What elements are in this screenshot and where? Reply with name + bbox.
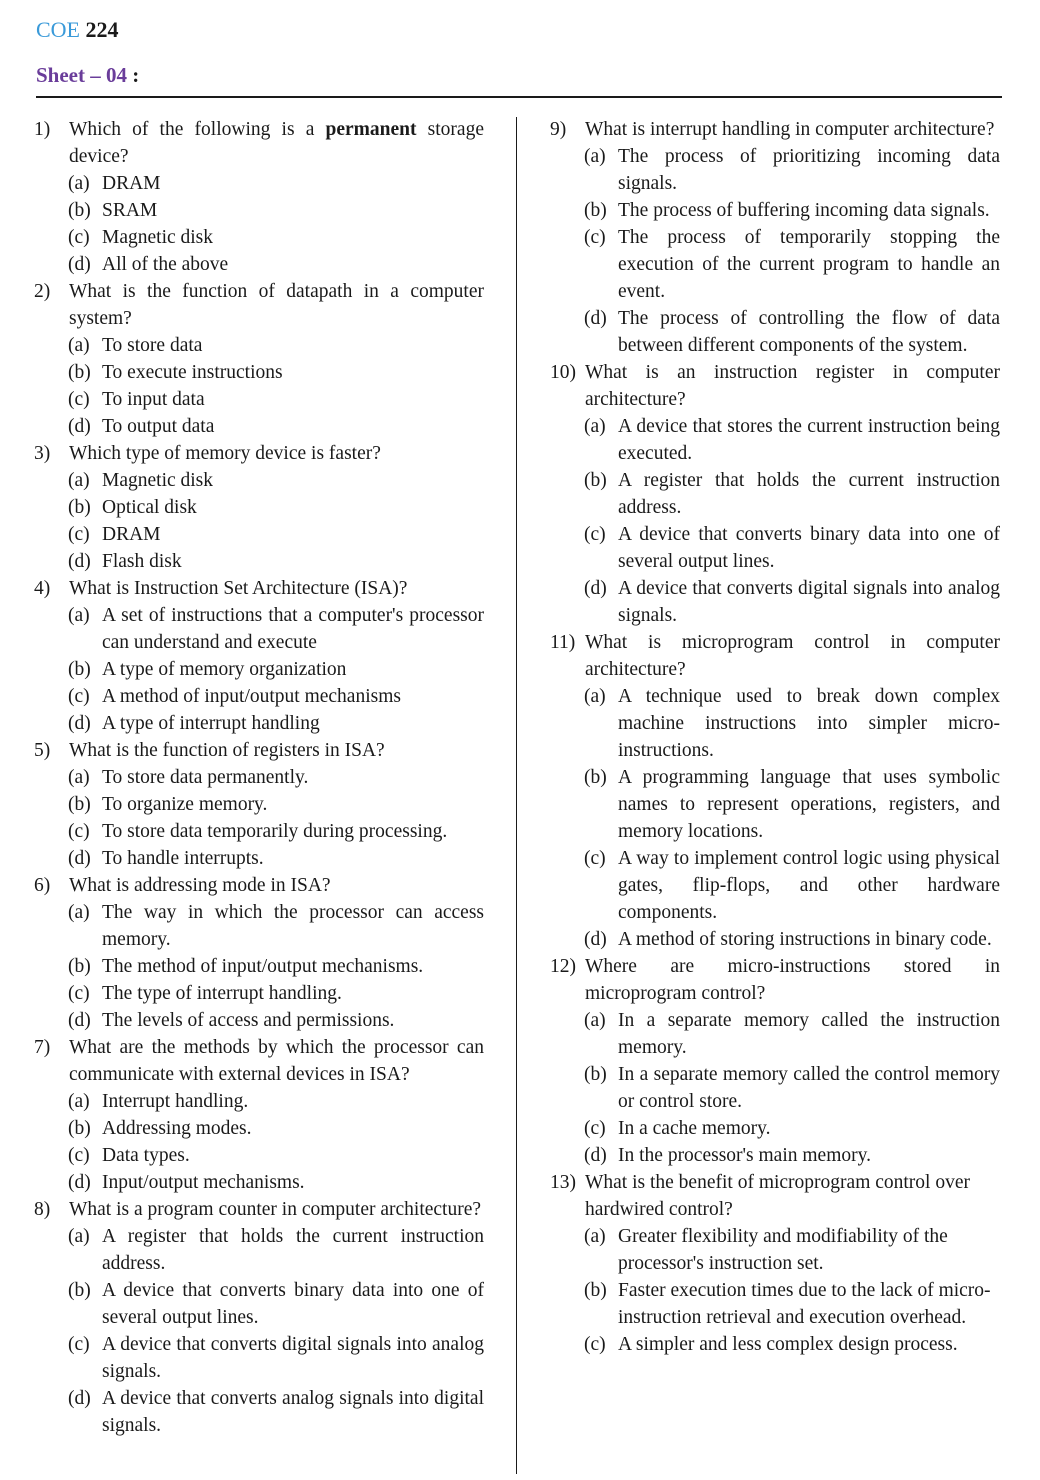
option (550, 1277, 1000, 1331)
option-label: (b) (584, 767, 607, 788)
question-12 (550, 953, 1000, 1007)
option-text: In a cache memory. (618, 1118, 771, 1139)
option-text: A way to implement control logic using physical gates, flip-flops, and other hardware components. (618, 848, 1000, 923)
option (550, 413, 1000, 467)
option-text: A device that converts binary data into one of several output lines. (618, 524, 1000, 572)
option-text: Addressing modes. (102, 1118, 252, 1139)
option-text: Faster execution times due to the lack of micro-instruction retrieval and execution overhead. (618, 1280, 991, 1328)
option-text: Data types. (102, 1145, 190, 1166)
option-label: (b) (68, 659, 91, 680)
option-text: To store data temporarily during processing. (102, 821, 448, 842)
option-text: A device that stores the current instruction being executed. (618, 416, 1000, 464)
option-text: A device that converts binary data into one of several output lines. (102, 1280, 484, 1328)
option-label: (c) (68, 821, 90, 842)
option (34, 332, 484, 359)
option-label: (c) (68, 1334, 90, 1355)
option-label: (b) (68, 794, 91, 815)
question-7 (34, 1034, 484, 1088)
option (34, 1007, 484, 1034)
option (550, 467, 1000, 521)
question-1 (34, 116, 484, 170)
option (34, 845, 484, 872)
option-label: (a) (68, 605, 90, 626)
option-text: Greater flexibility and modifiability of the processor's instruction set. (618, 1226, 948, 1274)
option (550, 1115, 1000, 1142)
question-10 (550, 359, 1000, 413)
question-text: What is the benefit of microprogram control over hardwired control? (585, 1172, 970, 1220)
option-label: (a) (68, 767, 90, 788)
option-label: (a) (584, 416, 606, 437)
question-text: What is microprogram control in computer architecture? (585, 632, 1000, 680)
option (550, 1061, 1000, 1115)
option (550, 521, 1000, 575)
option-label: (a) (68, 1226, 90, 1247)
option-text: To organize memory. (102, 794, 268, 815)
option-label: (c) (68, 686, 90, 707)
option (550, 1007, 1000, 1061)
option-label: (a) (68, 335, 90, 356)
option-text: All of the above (102, 254, 229, 275)
option-label: (b) (68, 200, 91, 221)
option-text: Magnetic disk (102, 227, 214, 248)
option-label: (c) (584, 524, 606, 545)
question-4 (34, 575, 484, 602)
sheet-colon: : (127, 63, 140, 87)
option-text: To store data permanently. (102, 767, 309, 788)
option (550, 926, 1000, 953)
option-text: To output data (102, 416, 215, 437)
option-text: The process of controlling the flow of data between different components of the system. (618, 308, 1000, 356)
option (34, 818, 484, 845)
option (34, 386, 484, 413)
question-number: 3) (34, 443, 51, 464)
option-label: (d) (68, 1172, 91, 1193)
option (550, 1331, 1000, 1358)
option-text: A technique used to break down complex machine instructions into simpler micro-instructions. (618, 686, 1000, 761)
option (34, 170, 484, 197)
option-label: (d) (68, 1388, 91, 1409)
option-label: (c) (68, 389, 90, 410)
option (34, 656, 484, 683)
question-number: 10) (550, 362, 576, 383)
header-divider (36, 96, 1002, 98)
option-label: (d) (68, 848, 91, 869)
option (34, 467, 484, 494)
question-text: What is Instruction Set Architecture (ISA)? (69, 578, 408, 599)
question-number: 1) (34, 119, 51, 140)
course-title (36, 14, 1002, 46)
option-text: The process of buffering incoming data signals. (618, 200, 990, 221)
question-text: What is interrupt handling in computer architecture? (585, 119, 995, 140)
question-text-part: storage device? (69, 119, 484, 167)
question-2 (34, 278, 484, 332)
option (550, 683, 1000, 764)
option-label: (d) (68, 551, 91, 572)
option-label: (c) (68, 983, 90, 1004)
option-label: (b) (68, 1118, 91, 1139)
option (34, 980, 484, 1007)
option-label: (d) (584, 1145, 607, 1166)
course-number: 224 (85, 17, 119, 42)
option (34, 1277, 484, 1331)
option (34, 251, 484, 278)
option (34, 494, 484, 521)
option (34, 1115, 484, 1142)
option-label: (c) (584, 227, 606, 248)
option-text: Flash disk (102, 551, 182, 572)
option-text: A device that converts digital signals into analog signals. (618, 578, 1000, 626)
option (34, 1088, 484, 1115)
option-text: A simpler and less complex design process. (618, 1334, 958, 1355)
option (34, 764, 484, 791)
option (550, 197, 1000, 224)
option-text: The process of temporarily stopping the execution of the current program to handle an event. (618, 227, 1000, 302)
option-label: (c) (68, 227, 90, 248)
option (34, 197, 484, 224)
question-number: 8) (34, 1199, 51, 1220)
option-label: (b) (68, 1280, 91, 1301)
question-number: 11) (550, 632, 576, 653)
option-label: (c) (584, 848, 606, 869)
option-text: A type of interrupt handling (102, 713, 320, 734)
question-text: What is addressing mode in ISA? (69, 875, 331, 896)
option (34, 899, 484, 953)
option-label: (b) (584, 200, 607, 221)
option (34, 1169, 484, 1196)
option (34, 359, 484, 386)
option-text: A device that converts digital signals into analog signals. (102, 1334, 484, 1382)
option-text: The levels of access and permissions. (102, 1010, 395, 1031)
left-column (34, 116, 484, 1439)
question-number: 4) (34, 578, 51, 599)
option-label: (a) (584, 1226, 606, 1247)
option-text: A set of instructions that a computer's processor can understand and execute (102, 605, 484, 653)
option-label: (c) (584, 1118, 606, 1139)
option-text: Optical disk (102, 497, 197, 518)
question-number: 5) (34, 740, 51, 761)
option-label: (d) (68, 713, 91, 734)
option (34, 224, 484, 251)
option (34, 521, 484, 548)
column-divider (516, 117, 517, 1474)
option (34, 602, 484, 656)
question-11 (550, 629, 1000, 683)
option-label: (b) (68, 497, 91, 518)
question-text: What is an instruction register in computer architecture? (585, 362, 1000, 410)
option-label: (c) (584, 1334, 606, 1355)
option (34, 548, 484, 575)
sheet-title (36, 60, 1002, 90)
option (34, 1385, 484, 1439)
question-3 (34, 440, 484, 467)
question-9 (550, 116, 1000, 143)
option (550, 764, 1000, 845)
option-label: (a) (584, 686, 606, 707)
option-text: DRAM (102, 173, 161, 194)
option-label: (c) (68, 524, 90, 545)
option-text: To store data (102, 335, 203, 356)
option-text: A method of input/output mechanisms (102, 686, 401, 707)
page-header (36, 14, 1002, 98)
option-text: A device that converts analog signals into digital signals. (102, 1388, 484, 1436)
question-text: What is the function of registers in ISA? (69, 740, 385, 761)
question-text: What are the methods by which the processor can communicate with external devices in ISA? (69, 1037, 484, 1085)
option-label: (b) (584, 470, 607, 491)
option-label: (d) (584, 929, 607, 950)
option (550, 143, 1000, 197)
option-text: A type of memory organization (102, 659, 347, 680)
option-text: In the processor's main memory. (618, 1145, 871, 1166)
question-number: 9) (550, 119, 567, 140)
option-text: To execute instructions (102, 362, 283, 383)
option-label: (a) (584, 1010, 606, 1031)
option (550, 845, 1000, 926)
option (34, 953, 484, 980)
option (34, 1223, 484, 1277)
question-6 (34, 872, 484, 899)
question-number: 2) (34, 281, 51, 302)
option (34, 413, 484, 440)
option (34, 683, 484, 710)
option-label: (a) (68, 1091, 90, 1112)
option-text: To handle interrupts. (102, 848, 264, 869)
option (34, 710, 484, 737)
option (34, 1142, 484, 1169)
option-label: (d) (584, 578, 607, 599)
question-5 (34, 737, 484, 764)
option-label: (a) (68, 173, 90, 194)
question-8 (34, 1196, 484, 1223)
option-text: Magnetic disk (102, 470, 214, 491)
question-bold-word: permanent (325, 119, 417, 140)
option-text: A method of storing instructions in binary code. (618, 929, 992, 950)
option (34, 791, 484, 818)
option-label: (d) (584, 308, 607, 329)
option-text: A programming language that uses symbolic names to represent operations, registers, and memory locations. (618, 767, 1000, 842)
question-number: 7) (34, 1037, 51, 1058)
option-text: DRAM (102, 524, 161, 545)
option-text: A register that holds the current instruction address. (102, 1226, 484, 1274)
question-text (69, 116, 484, 170)
option-text: SRAM (102, 200, 158, 221)
right-column (550, 116, 1000, 1358)
option-text: A register that holds the current instruction address. (618, 470, 1000, 518)
option (550, 1142, 1000, 1169)
option-label: (b) (68, 956, 91, 977)
option-label: (b) (584, 1064, 607, 1085)
question-text: What is the function of datapath in a computer system? (69, 281, 484, 329)
option (550, 1223, 1000, 1277)
option-label: (b) (68, 362, 91, 383)
option-text: The type of interrupt handling. (102, 983, 342, 1004)
option-text: To input data (102, 389, 205, 410)
option (34, 1331, 484, 1385)
option-label: (a) (68, 470, 90, 491)
option-text: In a separate memory called the instruction memory. (618, 1010, 1000, 1058)
option-label: (b) (584, 1280, 607, 1301)
option-text: The process of prioritizing incoming data signals. (618, 146, 1000, 194)
option-label: (d) (68, 254, 91, 275)
question-text: Which type of memory device is faster? (69, 443, 381, 464)
option-text: Input/output mechanisms. (102, 1172, 305, 1193)
option-text: In a separate memory called the control memory or control store. (618, 1064, 1000, 1112)
option-label: (d) (68, 416, 91, 437)
question-text-part: Which of the following is a (69, 119, 326, 140)
question-13 (550, 1169, 1000, 1223)
question-number: 12) (550, 956, 576, 977)
option-label: (a) (68, 902, 90, 923)
course-code: COE (36, 17, 80, 42)
question-number: 13) (550, 1172, 576, 1193)
question-text: Where are micro-instructions stored in microprogram control? (585, 956, 1000, 1004)
option-text: The way in which the processor can access memory. (102, 902, 484, 950)
sheet-label: Sheet – 04 (36, 63, 127, 87)
option (550, 305, 1000, 359)
option-label: (d) (68, 1010, 91, 1031)
option-label: (c) (68, 1145, 90, 1166)
option-text: The method of input/output mechanisms. (102, 956, 424, 977)
question-number: 6) (34, 875, 51, 896)
option (550, 575, 1000, 629)
option-text: Interrupt handling. (102, 1091, 249, 1112)
option (550, 224, 1000, 305)
question-text: What is a program counter in computer architecture? (69, 1199, 482, 1220)
option-label: (a) (584, 146, 606, 167)
